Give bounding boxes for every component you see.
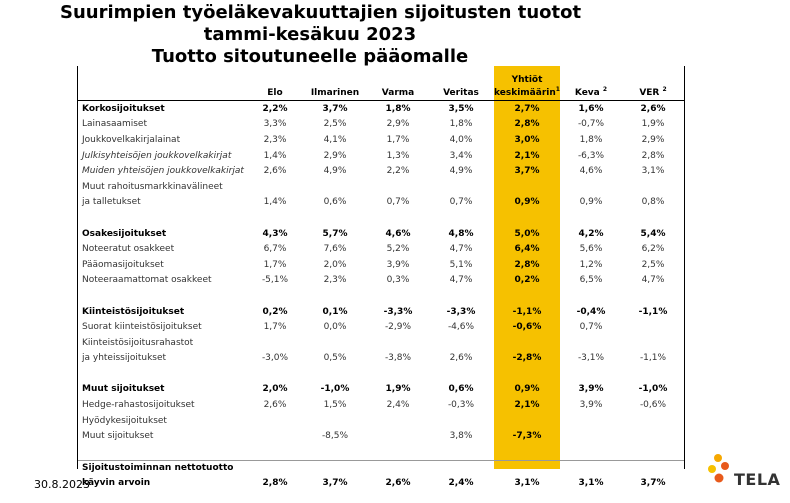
value-cell <box>622 319 684 335</box>
table-row <box>78 226 684 242</box>
table-row <box>78 132 684 148</box>
value-cell: 2,6% <box>263 400 287 411</box>
table-row <box>78 117 684 133</box>
table-row <box>78 366 684 382</box>
value-cell: 4,2% <box>578 228 604 239</box>
table-header-row <box>78 66 684 101</box>
value-cell: 4,7% <box>449 244 473 255</box>
row-label: Joukkovelkakirjalainat <box>82 134 181 145</box>
value-cell: -8,5% <box>321 431 349 442</box>
value-cell <box>622 428 684 444</box>
row-label: Julkisyhteisöjen joukkovelkakirjat <box>82 150 232 161</box>
value-cell <box>248 366 302 382</box>
header-ver-footnote: 2 <box>662 86 667 93</box>
table-row <box>78 428 684 444</box>
value-cell: 2,9% <box>323 150 347 161</box>
value-cell: 0,3% <box>386 275 410 286</box>
value-cell <box>302 288 368 304</box>
value-cell: -3,8% <box>384 353 412 364</box>
value-cell: 6,2% <box>641 244 665 255</box>
table-row <box>78 335 684 351</box>
value-cell <box>560 210 622 226</box>
value-cell <box>368 335 428 351</box>
value-cell <box>248 179 302 195</box>
value-cell <box>560 366 622 382</box>
table-row <box>78 195 684 211</box>
logo-dot-1 <box>714 454 722 462</box>
value-cell: 3,1% <box>578 478 604 489</box>
value-cell <box>248 444 302 460</box>
value-cell <box>622 288 684 304</box>
returns-table-frame <box>77 66 685 489</box>
value-cell <box>494 413 560 429</box>
value-cell: 5,1% <box>449 259 473 270</box>
value-cell: 3,8% <box>449 431 473 442</box>
value-cell: 3,7% <box>322 478 348 489</box>
value-cell: -1,1% <box>639 353 667 364</box>
value-cell: 0,8% <box>641 197 665 208</box>
value-cell: 3,9% <box>579 400 603 411</box>
header-yhtiot-line2: keskimäärin <box>494 88 556 98</box>
table-row <box>78 444 684 460</box>
row-label: ja yhteissijoitukset <box>82 353 167 364</box>
row-label: Lainasaamiset <box>82 119 147 130</box>
value-cell <box>302 460 368 476</box>
value-cell: 2,8% <box>641 150 665 161</box>
value-cell: 4,9% <box>449 166 473 177</box>
value-cell <box>302 335 368 351</box>
row-label: Suorat kiinteistösijoitukset <box>82 322 202 333</box>
value-cell: 1,7% <box>386 134 410 145</box>
value-cell <box>248 413 302 429</box>
title-line-1: Suurimpien työeläkevakuuttajien sijoitusten tuotot <box>60 2 582 23</box>
value-cell: 0,9% <box>514 384 540 395</box>
value-cell <box>622 179 684 195</box>
row-label: Osakesijoitukset <box>82 228 167 239</box>
value-cell: 3,3% <box>263 119 287 130</box>
value-cell: 0,9% <box>579 197 603 208</box>
row-label <box>78 288 248 304</box>
value-cell: 2,8% <box>514 259 540 270</box>
table-row <box>78 273 684 289</box>
value-cell <box>428 179 494 195</box>
row-label: Noteeratut osakkeet <box>82 244 175 255</box>
table-row <box>78 304 684 320</box>
value-cell: 5,4% <box>640 228 666 239</box>
table-row <box>78 382 684 398</box>
logo-text: TELA <box>734 470 781 489</box>
value-cell: 2,0% <box>262 384 288 395</box>
value-cell: 4,1% <box>323 134 347 145</box>
value-cell: 5,2% <box>386 244 410 255</box>
value-cell: 0,7% <box>386 197 410 208</box>
value-cell <box>302 210 368 226</box>
value-cell: 2,6% <box>263 166 287 177</box>
logo-dot-2 <box>721 462 729 470</box>
value-cell <box>428 366 494 382</box>
value-cell: 2,5% <box>641 259 665 270</box>
value-cell: 0,0% <box>323 322 347 333</box>
value-cell: -0,6% <box>639 400 667 411</box>
value-cell: 2,4% <box>386 400 410 411</box>
value-cell <box>560 179 622 195</box>
value-cell: 2,6% <box>385 478 411 489</box>
table-body <box>78 101 684 492</box>
header-yhtiot-footnote: 1 <box>555 86 560 93</box>
row-label: Hyödykesijoitukset <box>82 415 167 426</box>
value-cell <box>302 444 368 460</box>
title-line-3: Tuotto sitoutuneelle pääomalle <box>151 46 469 67</box>
table-row <box>78 397 684 413</box>
value-cell: 5,6% <box>579 244 603 255</box>
row-label: Muut sijoitukset <box>82 384 165 395</box>
value-cell: 2,1% <box>514 150 540 161</box>
value-cell: 0,6% <box>448 384 474 395</box>
value-cell: 3,1% <box>641 166 665 177</box>
value-cell: 3,7% <box>640 478 666 489</box>
value-cell <box>368 210 428 226</box>
value-cell: 2,1% <box>514 400 540 411</box>
row-label: Kiinteistösijoitusrahastot <box>82 337 194 348</box>
value-cell: 2,9% <box>386 119 410 130</box>
header-ver-label: VER <box>639 88 660 98</box>
header-veritas: Veritas <box>428 66 494 101</box>
header-keva-label: Keva <box>574 88 600 98</box>
value-cell <box>428 460 494 476</box>
value-cell: -3,3% <box>446 306 476 317</box>
row-label: Hedge-rahastosijoitukset <box>82 400 195 411</box>
value-cell <box>368 288 428 304</box>
table-row <box>78 163 684 179</box>
value-cell: 0,2% <box>262 306 288 317</box>
table-row <box>78 288 684 304</box>
value-cell: 2,7% <box>514 103 540 114</box>
value-cell: -0,3% <box>447 400 475 411</box>
value-cell <box>494 460 560 476</box>
value-cell: 1,8% <box>385 103 411 114</box>
value-cell: -2,8% <box>512 353 542 364</box>
value-cell: 0,7% <box>579 322 603 333</box>
value-cell: 4,3% <box>262 228 288 239</box>
value-cell: 2,6% <box>640 103 666 114</box>
table-row <box>78 101 684 117</box>
value-cell <box>560 444 622 460</box>
value-cell: 4,7% <box>449 275 473 286</box>
value-cell: 5,0% <box>514 228 540 239</box>
value-cell <box>494 210 560 226</box>
value-cell: 3,7% <box>514 166 540 177</box>
value-cell: 1,8% <box>579 134 603 145</box>
value-cell: 2,4% <box>448 478 474 489</box>
value-cell: 2,8% <box>262 478 288 489</box>
value-cell: 0,2% <box>514 275 540 286</box>
value-cell <box>428 288 494 304</box>
row-label: käyvin arvoin <box>82 478 151 489</box>
value-cell: 1,4% <box>263 197 287 208</box>
value-cell: 3,5% <box>448 103 474 114</box>
value-cell <box>622 210 684 226</box>
value-cell: 3,4% <box>449 150 473 161</box>
value-cell: 2,6% <box>449 353 473 364</box>
value-cell: -1,0% <box>320 384 350 395</box>
header-keva <box>560 66 622 101</box>
value-cell <box>302 179 368 195</box>
table-row <box>78 257 684 273</box>
value-cell: 4,8% <box>448 228 474 239</box>
value-cell <box>560 288 622 304</box>
row-label <box>78 444 248 460</box>
value-cell: 4,7% <box>641 275 665 286</box>
value-cell: 1,7% <box>263 259 287 270</box>
value-cell <box>622 444 684 460</box>
value-cell <box>248 288 302 304</box>
value-cell: 6,4% <box>514 244 540 255</box>
row-label: Noteeraamattomat osakkeet <box>82 275 212 286</box>
value-cell: -4,6% <box>447 322 475 333</box>
value-cell: 1,6% <box>578 103 604 114</box>
value-cell: 0,1% <box>322 306 348 317</box>
table-row <box>78 413 684 429</box>
value-cell: 2,3% <box>263 134 287 145</box>
value-cell: 5,7% <box>322 228 348 239</box>
value-cell: 3,9% <box>578 384 604 395</box>
row-label: Pääomasijoitukset <box>82 259 164 270</box>
value-cell: -7,3% <box>512 431 542 442</box>
value-cell: 0,9% <box>514 197 540 208</box>
row-label: ja talletukset <box>82 197 141 208</box>
title-line-2: tammi-kesäkuu 2023 <box>203 24 417 45</box>
value-cell: -5,1% <box>261 275 289 286</box>
logo-dot-3 <box>708 465 716 473</box>
row-label <box>78 210 248 226</box>
value-cell: 4,6% <box>385 228 411 239</box>
value-cell: 0,5% <box>323 353 347 364</box>
value-cell <box>622 460 684 476</box>
header-keva-footnote: 2 <box>602 86 608 93</box>
value-cell <box>494 335 560 351</box>
value-cell: 1,2% <box>579 259 603 270</box>
value-cell: -0,6% <box>512 322 542 333</box>
value-cell <box>494 179 560 195</box>
value-cell: 4,6% <box>579 166 603 177</box>
header-elo: Elo <box>248 66 302 101</box>
value-cell: 2,5% <box>323 119 347 130</box>
value-cell <box>560 413 622 429</box>
row-label <box>78 366 248 382</box>
header-ver <box>622 66 684 101</box>
row-label: Sijoitustoiminnan nettotuotto <box>78 460 248 476</box>
title-block <box>60 2 582 68</box>
value-cell: 4,9% <box>323 166 347 177</box>
header-varma: Varma <box>368 66 428 101</box>
value-cell: 2,8% <box>514 119 540 130</box>
value-cell: 4,0% <box>449 134 473 145</box>
row-label: Muut sijoitukset <box>82 431 154 442</box>
value-cell: 7,6% <box>323 244 347 255</box>
table-row <box>78 210 684 226</box>
value-cell: -1,1% <box>512 306 542 317</box>
value-cell <box>248 460 302 476</box>
value-cell: 6,5% <box>579 275 603 286</box>
value-cell <box>428 335 494 351</box>
row-label: Muut rahoitusmarkkinavälineet <box>82 181 223 192</box>
value-cell <box>494 444 560 460</box>
value-cell: 2,3% <box>323 275 347 286</box>
row-label: Kiinteistösijoitukset <box>82 306 185 317</box>
value-cell: 2,9% <box>641 134 665 145</box>
header-ilmarinen: Ilmarinen <box>302 66 368 101</box>
value-cell: 1,9% <box>385 384 411 395</box>
value-cell: 2,0% <box>323 259 347 270</box>
value-cell: -3,1% <box>577 353 605 364</box>
header-yhtiot-keskimaarin <box>494 66 560 101</box>
table-row <box>78 351 684 367</box>
value-cell <box>622 366 684 382</box>
row-label: Muiden yhteisöjen joukkovelkakirjat <box>82 166 244 177</box>
value-cell: -1,1% <box>638 306 668 317</box>
table-row <box>78 179 684 195</box>
value-cell <box>248 210 302 226</box>
value-cell: 2,2% <box>386 166 410 177</box>
value-cell: 0,7% <box>449 197 473 208</box>
value-cell <box>248 335 302 351</box>
value-cell <box>560 460 622 476</box>
value-cell: -3,0% <box>261 353 289 364</box>
value-cell: 1,5% <box>323 400 347 411</box>
value-cell: 3,7% <box>322 103 348 114</box>
header-yhtiot-line1: Yhtiöt <box>511 75 543 85</box>
value-cell <box>248 428 302 444</box>
value-cell <box>622 335 684 351</box>
value-cell: 2,2% <box>262 103 288 114</box>
value-cell <box>494 288 560 304</box>
value-cell <box>494 366 560 382</box>
table-row <box>78 476 684 492</box>
value-cell: 1,3% <box>386 150 410 161</box>
value-cell <box>368 460 428 476</box>
header-label-cell <box>78 66 248 101</box>
value-cell <box>428 444 494 460</box>
value-cell <box>560 428 622 444</box>
value-cell: 6,7% <box>263 244 287 255</box>
returns-table <box>78 66 684 491</box>
value-cell <box>428 210 494 226</box>
value-cell: 1,7% <box>263 322 287 333</box>
value-cell <box>368 366 428 382</box>
footer-date: 30.8.2023 <box>34 478 90 491</box>
value-cell: -1,0% <box>638 384 668 395</box>
table-row <box>78 148 684 164</box>
value-cell: -0,7% <box>577 119 605 130</box>
value-cell: -6,3% <box>577 150 605 161</box>
value-cell <box>302 366 368 382</box>
value-cell: 1,4% <box>263 150 287 161</box>
value-cell <box>560 335 622 351</box>
value-cell <box>428 413 494 429</box>
value-cell <box>368 444 428 460</box>
value-cell: 3,1% <box>514 478 540 489</box>
table-row <box>78 241 684 257</box>
value-cell <box>302 413 368 429</box>
value-cell <box>622 413 684 429</box>
value-cell: 1,8% <box>449 119 473 130</box>
logo-dot-4 <box>715 474 724 483</box>
value-cell: 0,6% <box>323 197 347 208</box>
value-cell: 3,9% <box>386 259 410 270</box>
value-cell: -2,9% <box>384 322 412 333</box>
row-label: Korkosijoitukset <box>82 103 165 114</box>
value-cell: 3,0% <box>514 134 540 145</box>
table-row <box>78 460 684 476</box>
value-cell <box>368 428 428 444</box>
value-cell <box>368 413 428 429</box>
table-row <box>78 319 684 335</box>
value-cell <box>368 179 428 195</box>
value-cell: -0,4% <box>576 306 606 317</box>
value-cell: 1,9% <box>641 119 665 130</box>
value-cell: -3,3% <box>383 306 413 317</box>
